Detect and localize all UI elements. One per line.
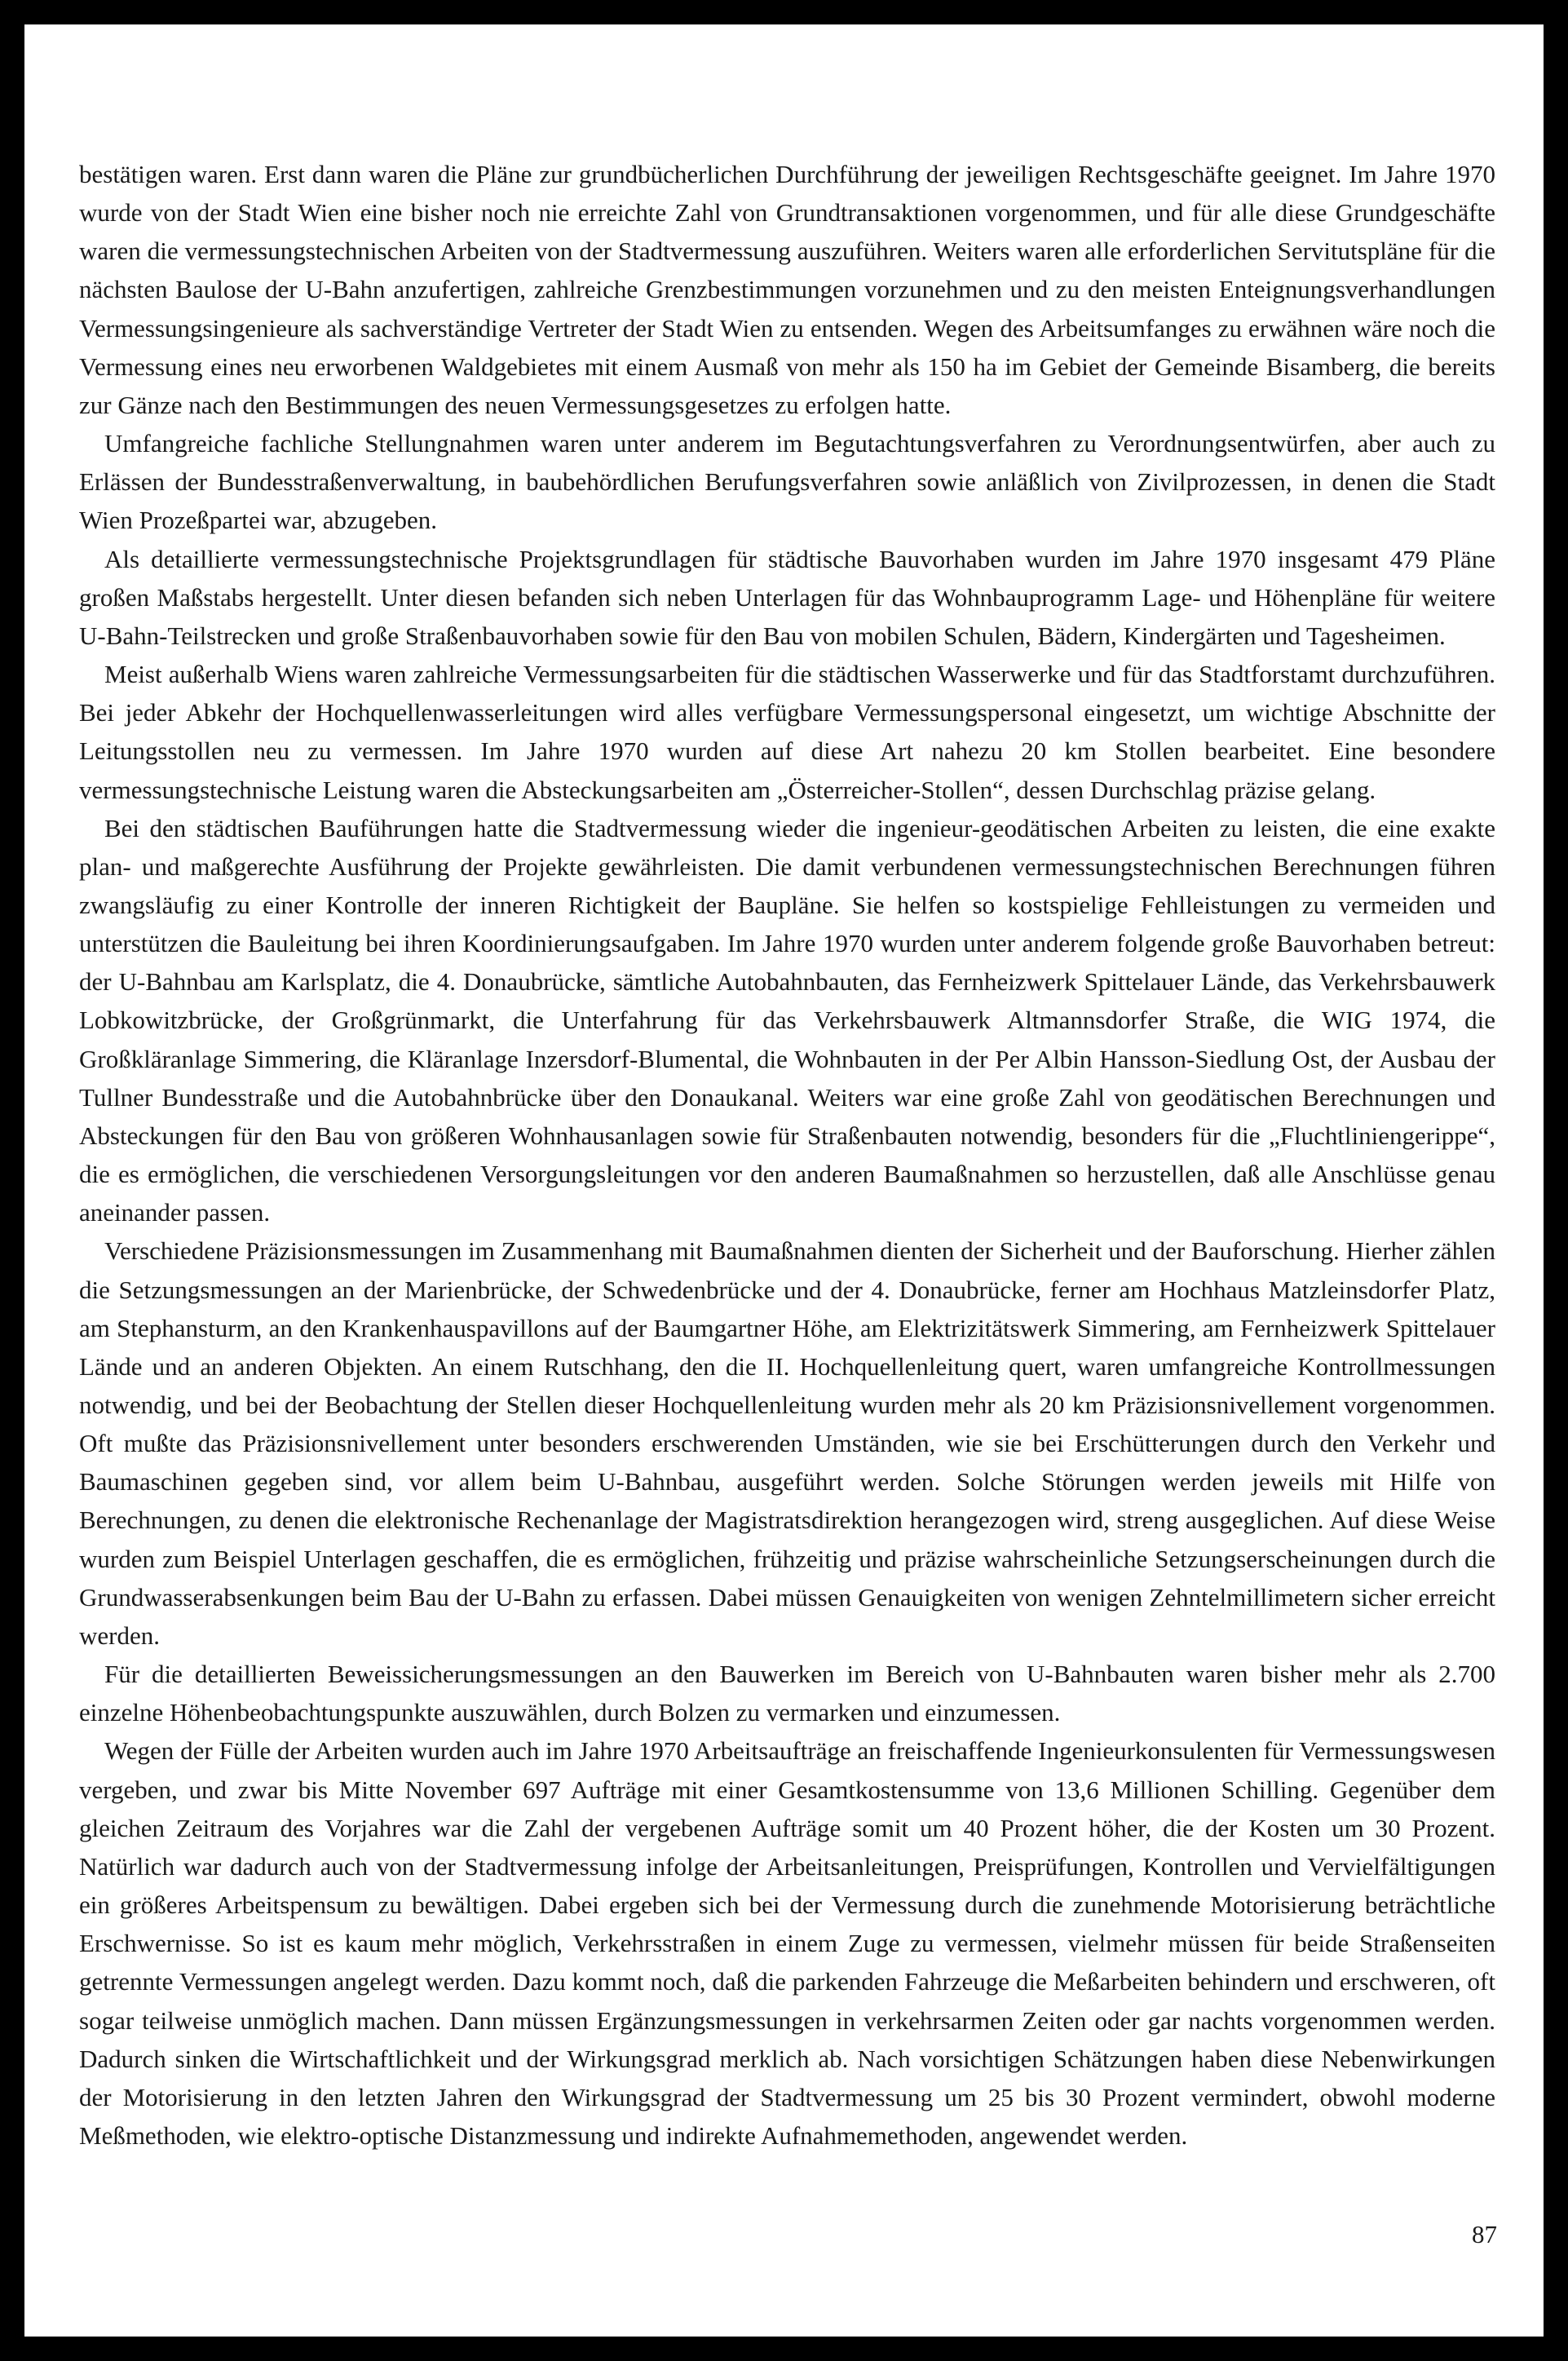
page-sheet (24, 24, 1544, 2337)
paragraph: Bei den städtischen Bauführungen hatte die Stadtvermessung wieder die ingenieur-geodätischen Arbeiten zu leisten, die eine exakte plan- und maßgerechte Ausführung der Projekte gewährleisten. Die damit verbundenen vermessungstechnischen Berechnungen führen zwangsläufig zu einer Kontrolle der inneren Richtigkeit der Baupläne. Sie helfen so kostspielige Fehlleistungen zu vermeiden und unterstützen die Bauleitung bei ihren Koordinierungsaufgaben. Im Jahre 1970 wurden unter anderem folgende große Bauvorhaben betreut: der U-Bahnbau am Karlsplatz, die 4. Donaubrücke, sämtliche Autobahnbauten, das Fernheizwerk Spittelauer Lände, das Verkehrsbauwerk Lobkowitzbrücke, der Großgrünmarkt, die Unterfahrung für das Verkehrsbauwerk Altmannsdorfer Straße, die WIG 1974, die Großkläranlage Simmering, die Kläranlage Inzersdorf-Blumental, die Wohnbauten in der Per Albin Hansson-Siedlung Ost, der Ausbau der Tullner Bundesstraße und die Autobahnbrücke über den Donaukanal. Weiters war eine große Zahl von geodätischen Berechnungen und Absteckungen für den Bau von größeren Wohnhausanlagen sowie für Straßenbauten notwendig, besonders für die „Fluchtliniengerippe“, die es ermöglichen, die verschiedenen Versorgungsleitungen vor den anderen Baumaßnahmen so herzustellen, daß alle Anschlüsse genau aneinander passen. (79, 813, 1495, 1227)
paragraph: Wegen der Fülle der Arbeiten wurden auch im Jahre 1970 Arbeitsaufträge an freischaffende Ingenieurkonsulenten für Vermessungswesen vergeben, und zwar bis Mitte November 697 Aufträge mit einer Gesamtkostensumme von 13,6 Millionen Schilling. Gegenüber dem gleichen Zeitraum des Vorjahres war die Zahl der vergebenen Aufträge somit um 40 Prozent höher, die der Kosten um 30 Prozent. Natürlich war dadurch auch von der Stadtvermessung infolge der Arbeitsanleitungen, Preisprüfungen, Kontrollen und Vervielfältigungen ein größeres Arbeitspensum zu bewältigen. Dabei ergeben sich bei der Vermessung durch die zunehmende Motorisierung beträchtliche Erschwernisse. So ist es kaum mehr möglich, Verkehrsstraßen in einem Zuge zu vermessen, vielmehr müssen für beide Straßenseiten getrennte Vermessungen angelegt werden. Dazu kommt noch, daß die parkenden Fahrzeuge die Meßarbeiten behindern und erschweren, oft sogar teilweise unmöglich machen. Dann müssen Ergänzungsmessungen in verkehrsarmen Zeiten oder gar nachts vorgenommen werden. Dadurch sinken die Wirtschaftlichkeit und der Wirkungsgrad merklich ab. Nach vorsichtigen Schätzungen haben diese Nebenwirkungen der Motorisierung in den letzten Jahren den Wirkungsgrad der Stadtvermessung um 25 bis 30 Prozent vermindert, obwohl moderne Meßmethoden, wie elektro-optische Distanzmessung und indirekte Aufnahmemethoden, angewendet werden. (79, 1736, 1495, 2150)
body-text (79, 155, 1495, 2155)
page-number: 87 (1472, 2220, 1497, 2248)
paragraph: Als detaillierte vermessungstechnische Projektsgrundlagen für städtische Bauvorhaben wurden im Jahre 1970 insgesamt 479 Pläne großen Maßstabs hergestellt. Unter diesen befanden sich neben Unterlagen für das Wohnbauprogramm Lage- und Höhenpläne für weitere U-Bahn-Teilstrecken und große Straßenbauvorhaben sowie für den Bau von mobilen Schulen, Bädern, Kindergärten und Tagesheimen. (79, 544, 1495, 650)
paragraph: Meist außerhalb Wiens waren zahlreiche Vermessungsarbeiten für die städtischen Wasserwerke und für das Stadtforstamt durchzuführen. Bei jeder Abkehr der Hochquellenwasserleitungen wird alles verfügbare Vermessungspersonal eingesetzt, um wichtige Abschnitte der Leitungsstollen neu zu vermessen. Im Jahre 1970 wurden auf diese Art nahezu 20 km Stollen bearbeitet. Eine besondere vermessungstechnische Leistung waren die Absteckungsarbeiten am „Österreicher-Stollen“, dessen Durchschlag präzise gelang. (79, 660, 1495, 804)
paragraph: bestätigen waren. Erst dann waren die Pläne zur grundbücherlichen Durchführung der jeweiligen Rechtsgeschäfte geeignet. Im Jahre 1970 wurde von der Stadt Wien eine bisher noch nie erreichte Zahl von Grundtransaktionen vorgenommen, und für alle diese Grundgeschäfte waren die vermessungstechnischen Arbeiten von der Stadtvermessung auszuführen. Weiters waren alle erforderlichen Servitutspläne für die nächsten Baulose der U-Bahn anzufertigen, zahlreiche Grenzbestimmungen vorzunehmen und zu den meisten Enteignungsverhandlungen Vermessungsingenieure als sachverständige Vertreter der Stadt Wien zu entsenden. Wegen des Arbeitsumfanges zu erwähnen wäre noch die Vermessung eines neu erworbenen Waldgebietes mit einem Ausmaß von mehr als 150 ha im Gebiet der Gemeinde Bisamberg, die bereits zur Gänze nach den Bestimmungen des neuen Vermessungsgesetzes zu erfolgen hatte. (79, 160, 1495, 419)
paragraph: Verschiedene Präzisionsmessungen im Zusammenhang mit Baumaßnahmen dienten der Sicherheit und der Bauforschung. Hierher zählen die Setzungsmessungen an der Marienbrücke, der Schwedenbrücke und der 4. Donaubrücke, ferner am Hochhaus Matzleinsdorfer Platz, am Stephansturm, an den Krankenhauspavillons auf der Baumgartner Höhe, am Elektrizitätswerk Simmering, am Fernheizwerk Spittelauer Lände und an anderen Objekten. An einem Rutschhang, den die II. Hochquellenleitung quert, waren umfangreiche Kontrollmessungen notwendig, und bei der Beobachtung der Stellen dieser Hochquellenleitung wurden mehr als 20 km Präzisionsnivellement vorgenommen. Oft mußte das Präzisionsnivellement unter besonders erschwerenden Umständen, wie sie bei Erschütterungen durch den Verkehr und Baumaschinen gegeben sind, vor allem beim U-Bahnbau, ausgeführt werden. Solche Störungen werden jeweils mit Hilfe von Berechnungen, zu denen die elektronische Rechenanlage der Magistratsdirektion herangezogen wird, streng ausgeglichen. Auf diese Weise wurden zum Beispiel Unterlagen geschaffen, die es ermöglichen, frühzeitig und präzise wahrscheinliche Setzungserscheinungen durch die Grundwasserabsenkungen beim Bau der U-Bahn zu erfassen. Dabei müssen Genauigkeiten von wenigen Zehntelmillimetern sicher erreicht werden. (79, 1236, 1495, 1650)
paragraph: Umfangreiche fachliche Stellungnahmen waren unter anderem im Begutachtungsverfahren zu Verordnungsentwürfen, aber auch zu Erlässen der Bundesstraßenverwaltung, in baubehördlichen Berufungsverfahren sowie anläßlich von Zivilprozessen, in denen die Stadt Wien Prozeßpartei war, abzugeben. (79, 429, 1495, 535)
paragraph: Für die detaillierten Beweissicherungsmessungen an den Bauwerken im Bereich von U-Bahnbauten waren bisher mehr als 2.700 einzelne Höhenbeobachtungspunkte auszuwählen, durch Bolzen zu vermarken und einzumessen. (79, 1660, 1495, 1727)
